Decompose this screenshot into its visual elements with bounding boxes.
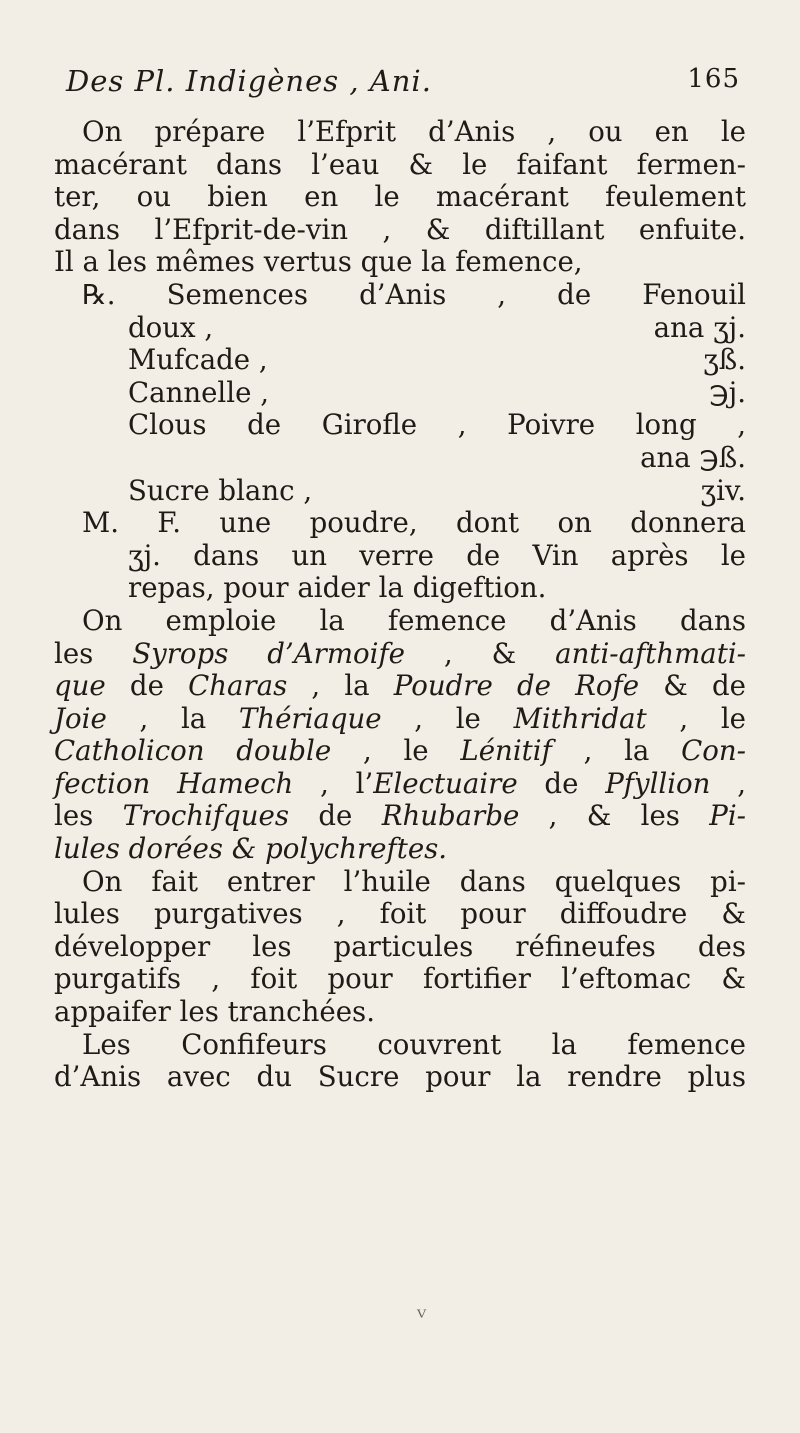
dose-quantity: ʒiv. (700, 473, 746, 507)
text-span: , (710, 766, 746, 800)
text-line (54, 312, 746, 345)
text-line (54, 377, 746, 410)
text-span: On emploie la femence d’Anis dans (82, 603, 746, 637)
text-span: dans l’Efprit-de-vin , & diftillant enfuite. (54, 212, 746, 246)
text-line (54, 344, 746, 377)
italic-text: Electuaire (373, 766, 518, 800)
text-span: repas, pour aider la digeftion. (128, 571, 547, 605)
text-line (54, 898, 746, 931)
text-line (54, 181, 746, 214)
text-span: , l’ (293, 766, 374, 800)
italic-text: lules dorées & polychreftes. (54, 832, 448, 866)
text-span: ʒj. dans un verre de Vin après le (128, 538, 746, 572)
text-span: On prépare l’Efprit d’Anis , ou en le (82, 115, 746, 148)
italic-text: Pfyllion (605, 766, 711, 800)
italic-text: Catholicon double (54, 734, 332, 768)
text-span: les (54, 636, 133, 670)
text-span: & de (639, 669, 746, 703)
text-line (54, 735, 746, 768)
italic-text: Thériaque (238, 701, 382, 735)
text-span: ℞. Semences d’Anis , de Fenouil (82, 277, 746, 311)
running-header (66, 64, 740, 98)
text-line (54, 833, 746, 866)
text-span: développer les particules réfineufes des (54, 929, 746, 963)
italic-text: Charas (188, 669, 288, 703)
text-line (54, 1029, 746, 1062)
dose-quantity: ana ℈ß. (640, 440, 746, 474)
italic-text: Mithridat (513, 701, 647, 735)
italic-text: Poudre de Rofe (393, 669, 640, 703)
text-span: purgatifs , foit pour fortifier l’eftomac & (54, 962, 746, 996)
header-title: Des Pl. Indigènes , Ani. (66, 64, 432, 98)
text-span: Il a les mêmes vertus que la femence, (54, 245, 583, 279)
italic-text: Joie (54, 701, 107, 735)
signature-mark: ⱽ (417, 1305, 427, 1329)
italic-text: fection Hamech (54, 766, 294, 800)
text-line (54, 246, 746, 279)
text-line (54, 670, 746, 703)
italic-text: anti-afthmati- (555, 636, 746, 670)
text-span: de (105, 669, 189, 703)
text-line (54, 279, 746, 312)
text-span: de (289, 799, 382, 833)
text-span: macérant dans l’eau & le faifant fermen- (54, 147, 746, 181)
text-line (54, 866, 746, 899)
italic-text: Syrops d’Armoife (132, 636, 406, 670)
italic-text: Pi- (709, 799, 746, 833)
page-number: 165 (687, 64, 740, 94)
text-line (54, 409, 746, 442)
text-line (54, 605, 746, 638)
text-span: , la (287, 669, 394, 703)
text-line (54, 572, 746, 605)
italic-text: Lénitif (460, 734, 552, 768)
text-span: On fait entrer l’huile dans quelques pi- (82, 864, 746, 898)
italic-text: Trochifques (122, 799, 290, 833)
dose-quantity: ℈j. (709, 375, 746, 409)
text-line (54, 638, 746, 671)
text-span: ter, ou bien en le macérant feulement (54, 180, 746, 214)
text-span: , & (405, 636, 556, 670)
text-line (54, 768, 746, 801)
text-span: , le (331, 734, 461, 768)
text-line (54, 540, 746, 573)
text-span: doux , (128, 310, 214, 344)
text-span: Clous de Girofle , Poivre long , (128, 408, 746, 442)
text-span: , le (381, 701, 514, 735)
dose-quantity: ʒß. (703, 343, 746, 377)
dose-quantity: ana ʒj. (653, 310, 746, 344)
text-span: Mufcade , (128, 343, 268, 377)
text-line (54, 800, 746, 833)
text-line (54, 442, 746, 475)
body-text (54, 116, 746, 1094)
text-span: de (517, 766, 606, 800)
text-line (54, 963, 746, 996)
text-line (54, 214, 746, 247)
text-line (54, 116, 746, 149)
text-span: appaifer les tranchées. (54, 995, 375, 1029)
text-span: , la (551, 734, 682, 768)
text-span: les (54, 799, 123, 833)
italic-text: Rhubarbe (381, 799, 520, 833)
text-span: Les Confifeurs couvrent la femence (82, 1027, 746, 1061)
text-line (54, 475, 746, 508)
text-line (54, 507, 746, 540)
text-line (54, 996, 746, 1029)
text-span: , la (106, 701, 239, 735)
italic-text: Con- (681, 734, 746, 768)
text-span: Sucre blanc , (128, 473, 313, 507)
text-span: d’Anis avec du Sucre pour la rendre plus (54, 1060, 746, 1094)
text-span: Cannelle , (128, 375, 269, 409)
text-line (54, 149, 746, 182)
text-span: M. F. une poudre, dont on donnera (82, 506, 746, 540)
text-line (54, 931, 746, 964)
text-line (54, 1061, 746, 1094)
italic-text: que (54, 669, 106, 703)
text-line (54, 703, 746, 736)
text-span: , le (646, 701, 746, 735)
text-span: lules purgatives , foit pour diffoudre & (54, 897, 746, 931)
text-span: , & les (519, 799, 710, 833)
